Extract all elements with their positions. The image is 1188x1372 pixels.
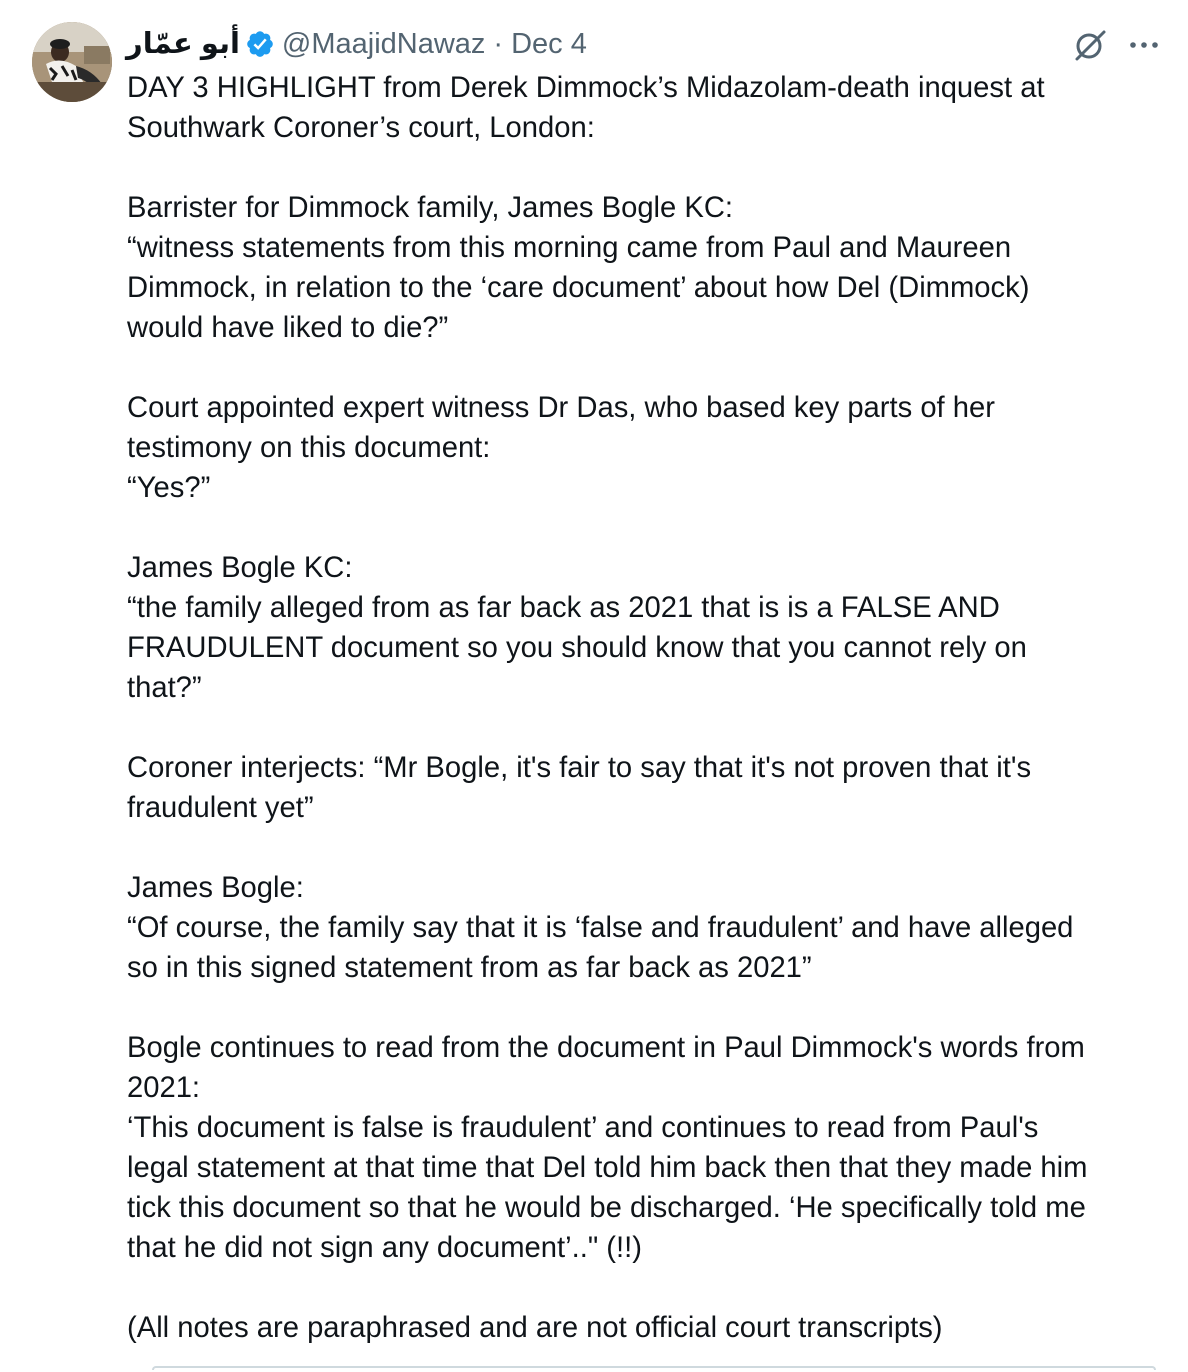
more-icon[interactable] bbox=[1126, 28, 1162, 64]
tweet-paragraph bbox=[127, 868, 1172, 988]
tweet-text-line: Dimmock, in relation to the ‘care document’ about how Del (Dimmock) bbox=[127, 272, 1030, 304]
tweet-text-line: Court appointed expert witness Dr Das, who based key parts of her bbox=[127, 392, 995, 424]
tweet-text-line: ‘This document is false is fraudulent’ and continues to read from Paul's bbox=[127, 1112, 1039, 1144]
tweet-text-line: “Yes?” bbox=[127, 472, 211, 504]
tweet-paragraph bbox=[127, 548, 1172, 708]
grok-icon[interactable] bbox=[1071, 26, 1109, 64]
tweet-text bbox=[127, 68, 1172, 1348]
tweet-text-line: Southwark Coroner’s court, London: bbox=[127, 112, 595, 144]
tweet-text-line: legal statement at that time that Del told him back then that they made him bbox=[127, 1152, 1088, 1184]
tweet-text-line: FRAUDULENT document so you should know that you cannot rely on bbox=[127, 632, 1027, 664]
tweet-text-line: James Bogle: bbox=[127, 872, 304, 904]
tweet-paragraph bbox=[127, 68, 1172, 148]
separator-dot: · bbox=[493, 28, 504, 60]
tweet-text-line: “Of course, the family say that it is ‘false and fraudulent’ and have alleged bbox=[127, 912, 1074, 944]
display-name[interactable]: أبو عمّار bbox=[126, 28, 240, 60]
avatar[interactable] bbox=[32, 22, 112, 102]
tweet-paragraph bbox=[127, 1028, 1172, 1268]
tweet-text-line: that he did not sign any document’.." (!!) bbox=[127, 1232, 642, 1264]
tweet-header bbox=[126, 24, 587, 64]
user-handle[interactable]: @MaajidNawaz bbox=[281, 28, 486, 60]
tweet-text-line: would have liked to die?” bbox=[127, 312, 449, 344]
tweet-paragraph bbox=[127, 388, 1172, 508]
tweet-text-line: Bogle continues to read from the document in Paul Dimmock's words from bbox=[127, 1032, 1085, 1064]
tweet-text-line: Coroner interjects: “Mr Bogle, it's fair to say that it's not proven that it's bbox=[127, 752, 1032, 784]
tweet-text-line: testimony on this document: bbox=[127, 432, 491, 464]
tweet-text-line: James Bogle KC: bbox=[127, 552, 353, 584]
user-avatar-image bbox=[32, 22, 112, 102]
verified-badge-icon[interactable] bbox=[245, 29, 275, 59]
tweet-text-line: that?” bbox=[127, 672, 202, 704]
tweet-text-line: Barrister for Dimmock family, James Bogle KC: bbox=[127, 192, 734, 224]
tweet-paragraph bbox=[127, 1308, 1172, 1348]
tweet-paragraph bbox=[127, 188, 1172, 348]
tweet-date[interactable]: Dec 4 bbox=[511, 28, 587, 60]
tweet-text-line: (All notes are paraphrased and are not official court transcripts) bbox=[127, 1312, 943, 1344]
tweet-text-line: 2021: bbox=[127, 1072, 201, 1104]
tweet-text-line: “witness statements from this morning came from Paul and Maureen bbox=[127, 232, 1012, 264]
tweet-text-line: DAY 3 HIGHLIGHT from Derek Dimmock’s Midazolam-death inquest at bbox=[127, 72, 1045, 104]
tweet-text-line: fraudulent yet” bbox=[127, 792, 314, 824]
tweet-text-line: so in this signed statement from as far back as 2021” bbox=[127, 952, 812, 984]
tweet-paragraph bbox=[127, 748, 1172, 828]
tweet-text-line: tick this document so that he would be discharged. ‘He specifically told me bbox=[127, 1192, 1086, 1224]
media-card-edge bbox=[152, 1366, 1156, 1370]
tweet-text-line: “the family alleged from as far back as 2021 that is is a FALSE AND bbox=[127, 592, 1000, 624]
